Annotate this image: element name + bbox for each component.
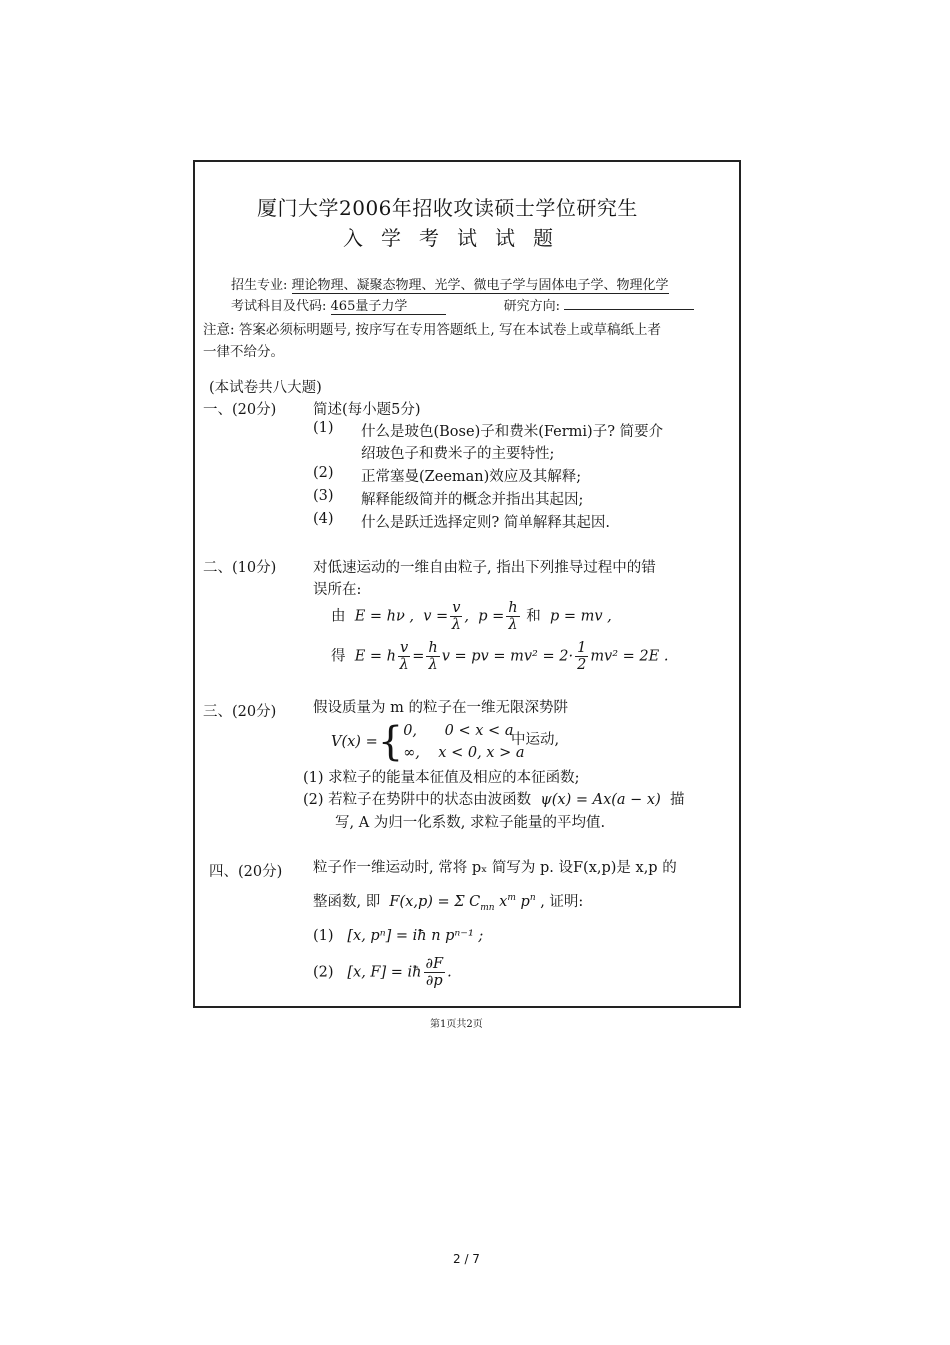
q1-item-2-num: (2) [313, 465, 334, 481]
q1-intro: 简述(每小题5分) [313, 402, 421, 418]
q4-sub1-num: (1) [313, 928, 334, 944]
q1-item-1-cont: 绍玻色子和费米子的主要特性; [361, 446, 555, 462]
q4-sub2: (2) [x, F] = iħ $\frac{\partial F}{\partial p}$ . [313, 956, 452, 989]
q1-item-4-text: 什么是跃迁选择定则? 简单解释其起因. [361, 515, 610, 531]
q2-line1: 对低速运动的一维自由粒子, 指出下列推导过程中的错 [313, 560, 656, 576]
q1-item-2-text: 正常塞曼(Zeeman)效应及其解释; [361, 469, 582, 485]
q4-head: 四、(20分) [209, 864, 283, 880]
q3-line1: 假设质量为 m 的粒子在一维无限深势阱 [313, 700, 568, 716]
q4-line1: 粒子作一维运动时, 常将 pₓ 简写为 p. 设F(x,p)是 x,p 的 [313, 860, 677, 876]
q4-line2-end: , 证明: [540, 894, 584, 910]
notice-line2: 一律不给分。 [203, 344, 284, 360]
page-number: 2 / 7 [453, 1252, 480, 1266]
sheet-footer: 第1页共2页 [430, 1019, 483, 1030]
q4-sub1: (1) [x, pⁿ] = iħ n pⁿ⁻¹ ; [313, 928, 484, 944]
notice-line1: 注意: 答案必须标明题号, 按序写在专用答题纸上, 写在本试卷上或草稿纸上者 [203, 322, 662, 338]
q4-line2-text: 整函数, 即 [313, 894, 381, 910]
major-row [231, 274, 669, 294]
q1-item-1-text: 什么是玻色(Bose)子和费米(Fermi)子? 简要介 [361, 424, 664, 440]
q3-head: 三、(20分) [203, 704, 277, 720]
subject-label: 考试科目及代码: [231, 299, 327, 314]
q3-sub1: (1) 求粒子的能量本征值及相应的本征函数; [303, 770, 580, 786]
subject-value: 465量子力学 [331, 295, 446, 315]
q4-sub2-num: (2) [313, 964, 334, 981]
q3-sub2: (2) 若粒子在势阱中的状态由波函数 ψ(x) = Ax(a − x) 描 [303, 792, 685, 808]
q2-equation-1: 由 E = hν , v = $\frac{v}{\lambda}$ , p = $\frac{h}{\lambda}$ 和 p = mv , [331, 600, 612, 633]
subject-row [231, 295, 694, 315]
q2-line2: 误所在: [313, 582, 362, 598]
q4-line2: 整函数, 即 F(x,p) = Σ $C_{mn}$ $x^m$ $p^n$ , 证明: [313, 893, 584, 913]
q3-sub2-text: (2) 若粒子在势阱中的状态由波函数 [303, 792, 532, 808]
q2-head: 二、(10分) [203, 560, 277, 576]
q2-he-word: 和 [526, 608, 541, 625]
q1-item-3-text: 解释能级简并的概念并指出其起因; [361, 492, 584, 508]
q3-sub2-end: 描 [669, 792, 685, 808]
exam-title-line2: 入学考试试题 [343, 226, 571, 250]
q2-you-word: 由 [331, 608, 346, 625]
major-label: 招生专业: [231, 278, 288, 293]
direction-blank [564, 295, 694, 310]
q2-equation-2: 得 E = h $\frac{v}{\lambda}$ = $\frac{h}{\lambda}$ v = pv = mv² = 2· $\frac{1}{2}$ mv² = 2E . [331, 640, 669, 673]
exam-sheet [193, 160, 741, 1008]
q3-sub2-cont: 写, A 为归一化系数, 求粒子能量的平均值. [335, 815, 606, 831]
q1-head: 一、(20分) [203, 402, 277, 418]
total-questions: (本试卷共八大题) [209, 380, 322, 396]
q2-de-word: 得 [331, 648, 346, 665]
q1-item-1-num: (1) [313, 420, 334, 436]
q3-motion: 中运动, [511, 732, 560, 748]
major-value: 理论物理、凝聚态物理、光学、微电子学与固体电子学、物理化学 [292, 274, 669, 294]
q1-item-4-num: (4) [313, 511, 334, 527]
exam-title-line1: 厦门大学2006年招收攻读硕士学位研究生 [257, 196, 638, 220]
q3-potential: V(x) ={0, 0 < x < a ∞, x < 0, x > a [331, 719, 525, 765]
direction-label: 研究方向: [503, 299, 561, 314]
q1-item-3-num: (3) [313, 488, 334, 504]
